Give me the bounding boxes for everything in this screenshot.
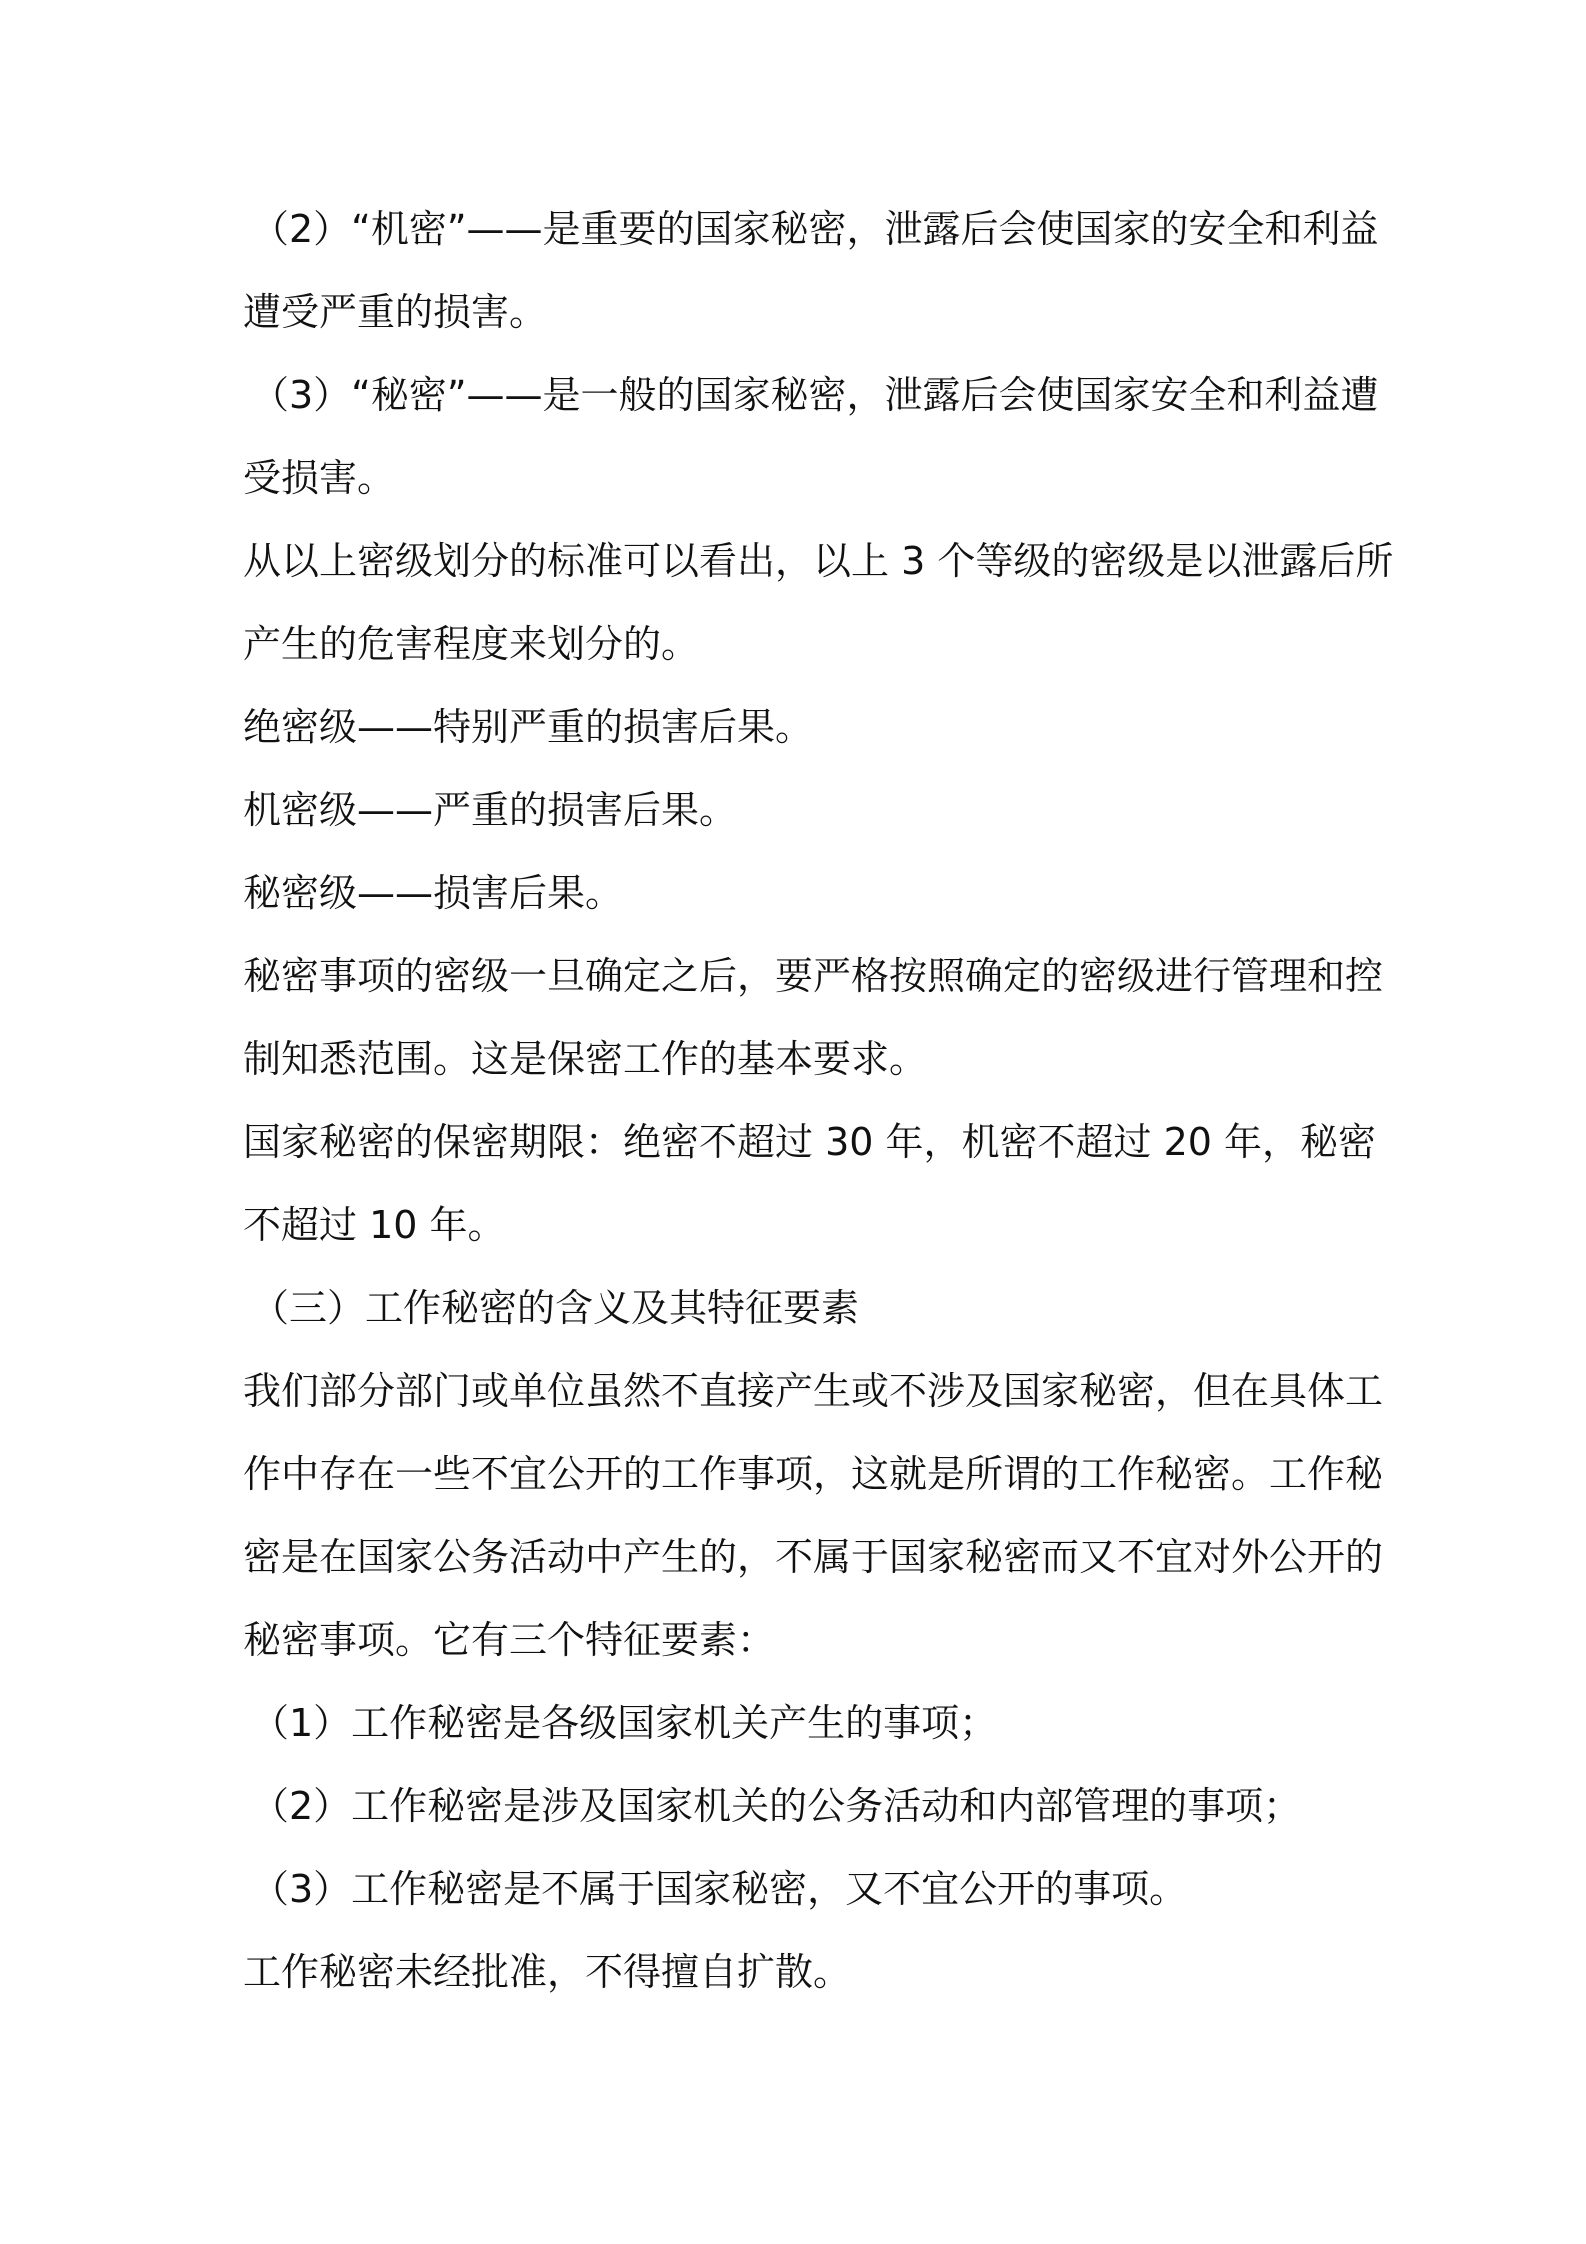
paragraph-line: （2）“机密”——是重要的国家秘密，泄露后会使国家的安全和利益 [251,207,1379,251]
document-page [243,0,1394,2244]
paragraph-line: 密是在国家公务活动中产生的，不属于国家秘密而又不宜对外公开的 [243,1535,1384,1579]
paragraph-line: 制知悉范围。这是保密工作的基本要求。 [243,1037,928,1081]
section-heading: （三）工作秘密的含义及其特征要素 [251,1286,860,1330]
paragraph-line: 受损害。 [243,456,396,500]
list-item: （2）工作秘密是涉及国家机关的公务活动和内部管理的事项； [251,1784,1302,1828]
paragraph-line: （3）“秘密”——是一般的国家秘密，泄露后会使国家安全和利益遭 [251,373,1379,417]
list-item: （1）工作秘密是各级国家机关产生的事项； [251,1701,998,1745]
paragraph-line: 不超过 10 年。 [243,1203,506,1247]
paragraph-line: 秘密事项的密级一旦确定之后，要严格按照确定的密级进行管理和控 [243,954,1384,998]
paragraph-line: 秘密事项。它有三个特征要素： [243,1618,776,1662]
paragraph-line: 绝密级——特别严重的损害后果。 [243,705,814,749]
paragraph-line: 我们部分部门或单位虽然不直接产生或不涉及国家秘密，但在具体工 [243,1369,1384,1413]
paragraph-line: 国家秘密的保密期限：绝密不超过 30 年，机密不超过 20 年，秘密 [243,1120,1377,1164]
paragraph-line: 机密级——严重的损害后果。 [243,788,738,832]
paragraph-line: 从以上密级划分的标准可以看出，以上 3 个等级的密级是以泄露后所 [243,539,1394,583]
paragraph-line: 秘密级——损害后果。 [243,871,624,915]
paragraph-line: 作中存在一些不宜公开的工作事项，这就是所谓的工作秘密。工作秘 [243,1452,1384,1496]
list-item: （3）工作秘密是不属于国家秘密，又不宜公开的事项。 [251,1867,1188,1911]
paragraph-line: 工作秘密未经批准，不得擅自扩散。 [243,1950,852,1994]
paragraph-line: 遭受严重的损害。 [243,290,548,334]
paragraph-line: 产生的危害程度来划分的。 [243,622,700,666]
